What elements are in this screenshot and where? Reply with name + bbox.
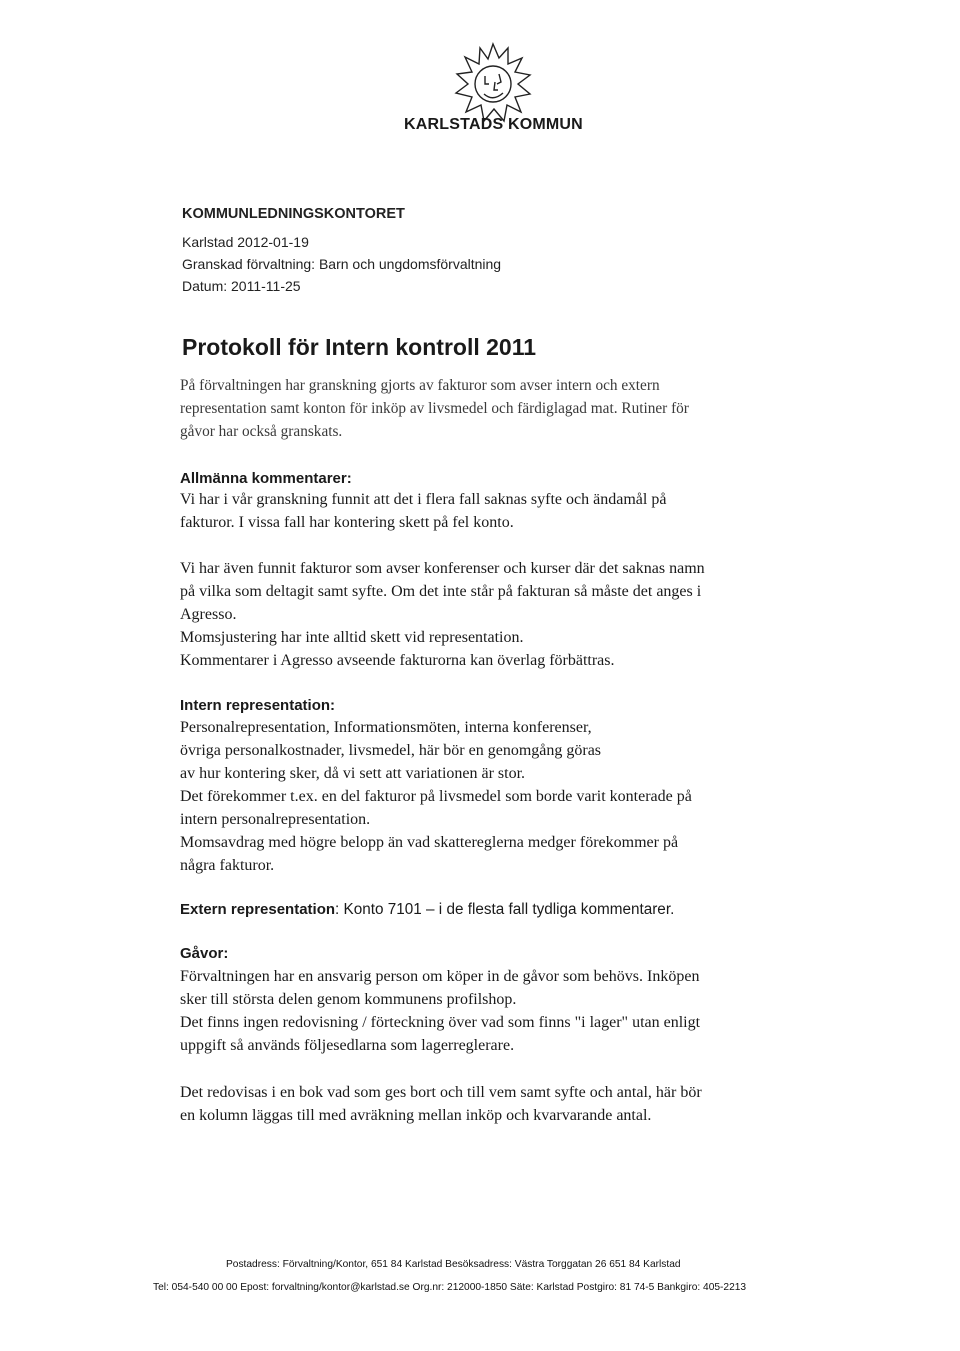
internal-line: Personalrepresentation, Informationsmöten, interna konferenser, [180,719,592,736]
document-header [182,206,501,297]
karlstad-sun-logo [448,42,538,124]
review-date: Datum: 2011-11-25 [182,278,301,294]
gifts-line: Det finns ingen redovisning / förteckning över vad som finns "i lager" utan enligt [180,1014,701,1031]
document-title: Protokoll för Intern kontroll 2011 [182,334,537,360]
city-date: Karlstad 2012-01-19 [182,234,309,250]
intro-line: representation samt konton för inköp av livsmedel och färdiglagad mat. Rutiner för [180,400,689,417]
external-representation-heading: Extern representation [180,901,336,918]
external-representation-line [180,899,790,921]
internal-line: intern personalrepresentation. [180,811,371,828]
external-representation-text: : Konto 7101 – i de flesta fall tydliga kommentarer. [335,901,675,918]
internal-line: Det förekommer t.ex. en del fakturor på livsmedel som borde varit konterade på [180,788,692,805]
general-line: Momsjustering har inte alltid skett vid representation. [180,629,524,646]
general-line: Kommentarer i Agresso avseende fakturorna kan överlag förbättras. [180,652,615,669]
gifts-line: en kolumn läggas till med avräkning mellan inköp och kvarvarande antal. [180,1107,652,1124]
general-line: Vi har i vår granskning funnit att det i flera fall saknas syfte och ändamål på [180,491,667,508]
general-line: Vi har även funnit fakturor som avser konferenser och kurser där det saknas namn [180,560,705,577]
organization-name: KARLSTADS KOMMUN [404,116,583,133]
internal-line: av hur kontering sker, då vi sett att variationen är stor. [180,765,526,782]
gifts-line: Det redovisas i en bok vad som ges bort och till vem samt syfte och antal, här bör [180,1084,702,1101]
gifts-line: uppgift så används följesedlarna som lagerreglerare. [180,1037,515,1054]
general-comments-heading: Allmänna kommentarer: [180,470,352,487]
office-name: KOMMUNLEDNINGSKONTORET [182,206,405,222]
gifts-line: sker till största delen genom kommunens profilshop. [180,991,517,1008]
general-line: fakturor. I vissa fall har kontering skett på fel konto. [180,514,514,531]
reviewed-department: Granskad förvaltning: Barn och ungdomsförvaltning [182,256,502,272]
gifts-heading: Gåvor: [180,945,229,962]
footer-contact: Tel: 054-540 00 00 Epost: forvaltning/kontor@karlstad.se Org.nr: 212000-1850 Säte: Karlstad Postgiro: 81 74-5 Bankgiro: 405-2213 [153,1282,747,1293]
intro-line: gåvor har också granskats. [180,423,343,440]
internal-representation-heading: Intern representation: [180,697,336,714]
gifts-line: Förvaltningen har en ansvarig person om köper in de gåvor som behövs. Inköpen [180,968,700,985]
general-line: på vilka som deltagit samt syfte. Om det inte står på fakturan så måste det anges i [180,583,702,600]
internal-line: övriga personalkostnader, livsmedel, här bör en genomgång göras [180,742,602,759]
footer-address: Postadress: Förvaltning/Kontor, 651 84 Karlstad Besöksadress: Västra Torggatan 26 651 84 Karlstad [226,1259,681,1270]
intro-paragraph [180,374,790,443]
general-line: Agresso. [180,606,237,623]
internal-line: några fakturor. [180,857,275,874]
intro-line: På förvaltningen har granskning gjorts av fakturor som avser intern och extern [180,377,660,394]
document-body [180,374,790,1127]
internal-line: Momsavdrag med högre belopp än vad skattereglerna medger förekommer på [180,834,679,851]
